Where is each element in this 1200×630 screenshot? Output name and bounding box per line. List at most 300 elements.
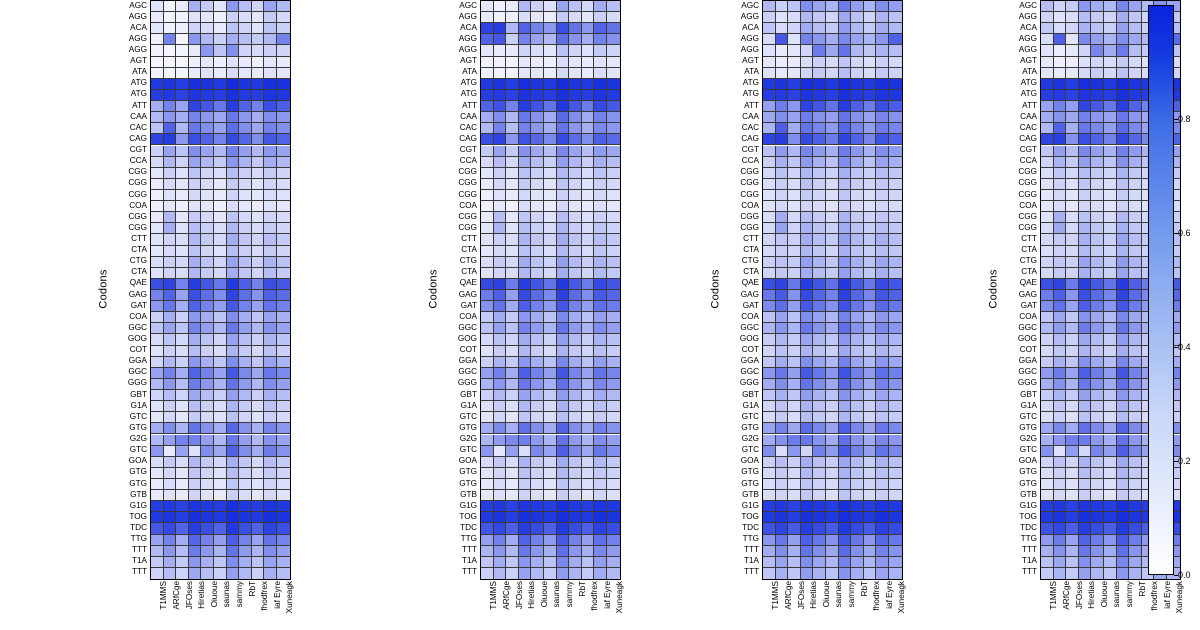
heatmap-cell (506, 568, 519, 579)
heatmap-cell (1041, 101, 1054, 112)
y-tick-label: TTT (743, 545, 759, 555)
heatmap-cell (151, 312, 164, 323)
heatmap-cell (763, 501, 776, 512)
heatmap-cell (864, 79, 877, 90)
heatmap-cell (481, 179, 494, 190)
heatmap-cell (801, 1, 814, 12)
x-tick-label: Oiuoue (1099, 581, 1109, 608)
heatmap-cell (494, 179, 507, 190)
heatmap-cell (1066, 512, 1079, 523)
heatmap-cell (607, 446, 620, 457)
heatmap-cell (557, 312, 570, 323)
y-tick-label: CTA (131, 267, 147, 277)
heatmap-cell (531, 45, 544, 56)
heatmap-cell (1129, 90, 1142, 101)
heatmap-cell (776, 435, 789, 446)
heatmap-cell (776, 168, 789, 179)
heatmap-cell (1091, 423, 1104, 434)
heatmap-cell (239, 401, 252, 412)
heatmap-cell (1104, 123, 1117, 134)
heatmap-cell (277, 435, 290, 446)
heatmap-cell (252, 79, 265, 90)
heatmap-cell (1104, 190, 1117, 201)
heatmap-cell (1054, 535, 1067, 546)
heatmap-cell (607, 490, 620, 501)
heatmap-cell (519, 112, 532, 123)
heatmap-cell (1091, 557, 1104, 568)
y-tick-label: AGG (740, 11, 759, 21)
heatmap-cell (851, 435, 864, 446)
heatmap-cell (164, 435, 177, 446)
heatmap-cell (1054, 446, 1067, 457)
heatmap-cell (839, 68, 852, 79)
heatmap-cell (494, 79, 507, 90)
heatmap-cell (557, 401, 570, 412)
heatmap-cell (776, 546, 789, 557)
heatmap-cell (1104, 368, 1117, 379)
heatmap-cell (252, 423, 265, 434)
heatmap-cell (876, 557, 889, 568)
heatmap-cell (544, 279, 557, 290)
heatmap-cell (776, 357, 789, 368)
heatmap-cell (519, 557, 532, 568)
heatmap-cell (1054, 212, 1067, 223)
heatmap-cell (763, 423, 776, 434)
heatmap-cell (164, 412, 177, 423)
heatmap-cell (763, 268, 776, 279)
heatmap-cell (1066, 368, 1079, 379)
heatmap-cell (176, 379, 189, 390)
y-tick-label: AGG (740, 44, 759, 54)
heatmap-cell (788, 379, 801, 390)
heatmap-cell (839, 557, 852, 568)
heatmap-cell (851, 568, 864, 579)
heatmap-cell (544, 490, 557, 501)
heatmap-cell (1079, 146, 1092, 157)
heatmap-cell (506, 190, 519, 201)
heatmap-cell (252, 501, 265, 512)
heatmap-cell (1091, 157, 1104, 168)
y-tick-label: ATG (1020, 78, 1037, 88)
heatmap-cell (189, 68, 202, 79)
heatmap-cell (763, 368, 776, 379)
heatmap-cell (544, 479, 557, 490)
heatmap-cell (826, 423, 839, 434)
heatmap-cell (1079, 23, 1092, 34)
heatmap-cell (864, 68, 877, 79)
heatmap-cell (1079, 412, 1092, 423)
heatmap-cell (176, 401, 189, 412)
heatmap-cell (776, 368, 789, 379)
heatmap-cell (569, 312, 582, 323)
heatmap-cell (1054, 123, 1067, 134)
heatmap-cell (776, 246, 789, 257)
colorbar-tick-mark (1174, 461, 1178, 462)
y-tick-label: TTT (1021, 567, 1037, 577)
heatmap-cell (1091, 290, 1104, 301)
heatmap-cell (1129, 12, 1142, 23)
heatmap-cell (1054, 179, 1067, 190)
heatmap-cell (607, 323, 620, 334)
y-tick-label: ATA (1022, 67, 1037, 77)
heatmap-cell (607, 290, 620, 301)
x-tick-label: ARfCge (171, 581, 181, 610)
heatmap-cell (1066, 412, 1079, 423)
y-tick-label: CTA (461, 267, 477, 277)
heatmap-cell (277, 301, 290, 312)
heatmap-cell (531, 68, 544, 79)
heatmap-cell (864, 257, 877, 268)
heatmap-cell (1091, 79, 1104, 90)
heatmap-cell (813, 568, 826, 579)
y-tick-label: QAE (1019, 278, 1037, 288)
heatmap-cell (201, 501, 214, 512)
heatmap-cell (1054, 57, 1067, 68)
heatmap-cell (239, 268, 252, 279)
heatmap-cell (876, 546, 889, 557)
heatmap-cell (1079, 323, 1092, 334)
heatmap-cell (531, 468, 544, 479)
heatmap-cell (1079, 246, 1092, 257)
heatmap-cell (826, 12, 839, 23)
heatmap-cell (1041, 546, 1054, 557)
heatmap-cell (176, 79, 189, 90)
heatmap-cell (544, 23, 557, 34)
heatmap-cell (801, 290, 814, 301)
heatmap-cell (1041, 112, 1054, 123)
y-tick-label: AGG (1018, 11, 1037, 21)
heatmap-cell (164, 1, 177, 12)
heatmap-cell (851, 112, 864, 123)
heatmap-cell (826, 446, 839, 457)
heatmap-cell (1041, 68, 1054, 79)
x-tick-label: RbT (859, 581, 869, 597)
heatmap-cell (788, 368, 801, 379)
heatmap-cell (252, 446, 265, 457)
heatmap-cell (1066, 535, 1079, 546)
heatmap-cell (557, 201, 570, 212)
heatmap-cell (164, 23, 177, 34)
heatmap-cell (214, 546, 227, 557)
heatmap-cell (544, 412, 557, 423)
heatmap-cell (1079, 423, 1092, 434)
heatmap-cell (839, 157, 852, 168)
heatmap-cell (594, 1, 607, 12)
heatmap-cell (763, 168, 776, 179)
heatmap-cell (569, 123, 582, 134)
heatmap-cell (607, 212, 620, 223)
heatmap-cell (582, 323, 595, 334)
heatmap-cell (763, 90, 776, 101)
heatmap-cell (189, 479, 202, 490)
heatmap-cell (876, 179, 889, 190)
heatmap-cell (864, 1, 877, 12)
y-tick-label: GAG (128, 289, 147, 299)
heatmap-cell (176, 45, 189, 56)
heatmap-cell (1079, 179, 1092, 190)
heatmap-cell (519, 390, 532, 401)
heatmap-cell (1091, 190, 1104, 201)
y-tick-label: QAE (459, 278, 477, 288)
heatmap-cell (481, 501, 494, 512)
colorbar-tick-mark (1174, 347, 1178, 348)
heatmap-cell (264, 223, 277, 234)
heatmap-cell (1091, 234, 1104, 245)
y-tick-label: GBT (130, 389, 147, 399)
heatmap-cell (594, 401, 607, 412)
heatmap-cell (1079, 101, 1092, 112)
heatmap-cell (519, 379, 532, 390)
heatmap-cell (1079, 568, 1092, 579)
heatmap-cell (1129, 423, 1142, 434)
y-tick-label: AGG (128, 44, 147, 54)
heatmap-cell (1054, 435, 1067, 446)
heatmap-cell (1104, 201, 1117, 212)
heatmap-cell (813, 157, 826, 168)
heatmap-cell (763, 557, 776, 568)
heatmap-cell (557, 212, 570, 223)
heatmap-cell (889, 179, 902, 190)
heatmap-cell (506, 301, 519, 312)
heatmap-cell (889, 457, 902, 468)
heatmap-cell (813, 401, 826, 412)
heatmap-cell (826, 68, 839, 79)
heatmap-cell (1104, 112, 1117, 123)
heatmap-cell (176, 234, 189, 245)
y-tick-label: GGC (740, 367, 759, 377)
heatmap-cell (839, 90, 852, 101)
y-axis-label: Codons (97, 269, 110, 309)
colorbar-tick-mark (1174, 119, 1178, 120)
heatmap-cell (776, 501, 789, 512)
heatmap-cell (264, 134, 277, 145)
heatmap-cell (876, 12, 889, 23)
heatmap-cell (813, 34, 826, 45)
y-tick-label: CAC (741, 122, 759, 132)
heatmap-cell (1091, 468, 1104, 479)
heatmap-cell (531, 379, 544, 390)
heatmap-cell (889, 123, 902, 134)
heatmap-cell (582, 479, 595, 490)
heatmap-cell (494, 390, 507, 401)
heatmap-cell (763, 45, 776, 56)
heatmap-cell (176, 12, 189, 23)
heatmap-cell (1041, 568, 1054, 579)
heatmap-cell (889, 257, 902, 268)
heatmap-cell (776, 201, 789, 212)
heatmap-cell (1066, 123, 1079, 134)
heatmap-cell (1066, 301, 1079, 312)
heatmap-cell (594, 334, 607, 345)
y-tick-label: G1A (1020, 400, 1037, 410)
heatmap-cell (506, 523, 519, 534)
heatmap-cell (239, 290, 252, 301)
heatmap-cell (544, 512, 557, 523)
heatmap-panel-3 (709, 0, 907, 630)
heatmap-cell (252, 535, 265, 546)
heatmap-cell (569, 334, 582, 345)
heatmap-cell (252, 34, 265, 45)
y-tick-label: CTG (459, 256, 477, 266)
heatmap-cell (214, 312, 227, 323)
heatmap-cell (1079, 490, 1092, 501)
heatmap-cell (569, 79, 582, 90)
heatmap-cell (164, 257, 177, 268)
heatmap-cell (214, 157, 227, 168)
heatmap-cell (788, 90, 801, 101)
heatmap-cell (277, 501, 290, 512)
y-tick-label: G1G (129, 500, 147, 510)
heatmap-cell (801, 123, 814, 134)
heatmap-cell (189, 346, 202, 357)
heatmap-cell (227, 234, 240, 245)
heatmap-cell (264, 468, 277, 479)
heatmap-cell (544, 201, 557, 212)
y-tick-label: CGG (1018, 178, 1037, 188)
heatmap-cell (801, 79, 814, 90)
heatmap-cell (557, 123, 570, 134)
heatmap-cell (277, 23, 290, 34)
heatmap-cell (481, 123, 494, 134)
y-tick-label: ATG (130, 78, 147, 88)
heatmap-cell (813, 546, 826, 557)
heatmap-cell (801, 334, 814, 345)
heatmap-cell (506, 45, 519, 56)
heatmap-cell (277, 423, 290, 434)
heatmap-cell (569, 1, 582, 12)
heatmap-cell (776, 557, 789, 568)
heatmap-cell (1129, 390, 1142, 401)
heatmap-cell (557, 190, 570, 201)
heatmap-cell (1066, 457, 1079, 468)
heatmap-cell (531, 101, 544, 112)
heatmap-cell (801, 457, 814, 468)
heatmap-cell (227, 45, 240, 56)
heatmap-cell (506, 168, 519, 179)
heatmap-cell (239, 45, 252, 56)
x-tick-label: Oiuoue (821, 581, 831, 608)
heatmap-cell (481, 535, 494, 546)
heatmap-cell (813, 168, 826, 179)
heatmap-cell (607, 34, 620, 45)
y-tick-label: GTB (1020, 489, 1037, 499)
heatmap-cell (214, 34, 227, 45)
heatmap-cell (277, 557, 290, 568)
heatmap-cell (189, 157, 202, 168)
heatmap-cell (264, 1, 277, 12)
heatmap-cell (876, 334, 889, 345)
heatmap-cell (227, 401, 240, 412)
heatmap-cell (569, 212, 582, 223)
y-axis-label: Codons (709, 269, 722, 309)
y-tick-label: GOG (457, 333, 477, 343)
y-tick-label: ACA (130, 22, 147, 32)
heatmap-cell (531, 368, 544, 379)
heatmap-cell (277, 68, 290, 79)
heatmap-cell (176, 190, 189, 201)
heatmap-cell (1041, 323, 1054, 334)
panel-inner (709, 0, 907, 630)
heatmap-cell (776, 279, 789, 290)
y-tick-label: GTG (129, 478, 147, 488)
heatmap-cell (519, 512, 532, 523)
heatmap-cell (582, 168, 595, 179)
heatmap-cell (864, 223, 877, 234)
heatmap-cell (189, 190, 202, 201)
heatmap-cell (544, 212, 557, 223)
heatmap-cell (481, 423, 494, 434)
heatmap-cell (1117, 535, 1130, 546)
colorbar-tick-mark (1174, 233, 1178, 234)
heatmap-cell (189, 123, 202, 134)
heatmap-cell (1117, 146, 1130, 157)
heatmap-cell (494, 401, 507, 412)
heatmap-cell (1091, 368, 1104, 379)
heatmap-cell (801, 223, 814, 234)
heatmap-cell (864, 34, 877, 45)
heatmap-cell (826, 190, 839, 201)
heatmap-cell (1129, 234, 1142, 245)
y-tick-label: GAG (458, 289, 477, 299)
y-tick-label: ATA (744, 67, 759, 77)
heatmap-cell (201, 168, 214, 179)
heatmap-cell (264, 512, 277, 523)
heatmap-cell (544, 190, 557, 201)
heatmap-cell (494, 479, 507, 490)
heatmap-cell (176, 112, 189, 123)
heatmap-cell (252, 368, 265, 379)
heatmap-cell (607, 379, 620, 390)
heatmap-cell (252, 268, 265, 279)
heatmap-cell (582, 568, 595, 579)
heatmap-cell (557, 446, 570, 457)
heatmap-cell (763, 223, 776, 234)
heatmap-cell (239, 490, 252, 501)
heatmap-cell (494, 368, 507, 379)
heatmap-cell (557, 368, 570, 379)
heatmap-cell (1066, 68, 1079, 79)
heatmap-cell (1041, 279, 1054, 290)
heatmap-cell (201, 246, 214, 257)
heatmap-cell (1041, 57, 1054, 68)
heatmap-cell (569, 512, 582, 523)
heatmap-cell (876, 57, 889, 68)
heatmap-cell (1066, 257, 1079, 268)
heatmap-cell (227, 557, 240, 568)
heatmap-cell (506, 357, 519, 368)
heatmap-cell (264, 279, 277, 290)
heatmap-cell (582, 357, 595, 368)
heatmap-cell (189, 279, 202, 290)
heatmap-cell (569, 379, 582, 390)
heatmap-cell (889, 535, 902, 546)
heatmap-cell (494, 523, 507, 534)
heatmap-cell (1091, 479, 1104, 490)
heatmap-cell (1066, 479, 1079, 490)
y-tick-label: COA (459, 311, 477, 321)
heatmap-cell (1129, 290, 1142, 301)
heatmap-cell (788, 423, 801, 434)
heatmap-cell (1066, 190, 1079, 201)
heatmap-cell (763, 523, 776, 534)
heatmap-cell (252, 468, 265, 479)
heatmap-cell (506, 246, 519, 257)
heatmap-cell (252, 546, 265, 557)
y-tick-label: T1A (1021, 556, 1037, 566)
heatmap-cell (1041, 479, 1054, 490)
y-tick-label: CGG (458, 222, 477, 232)
heatmap-cell (494, 268, 507, 279)
